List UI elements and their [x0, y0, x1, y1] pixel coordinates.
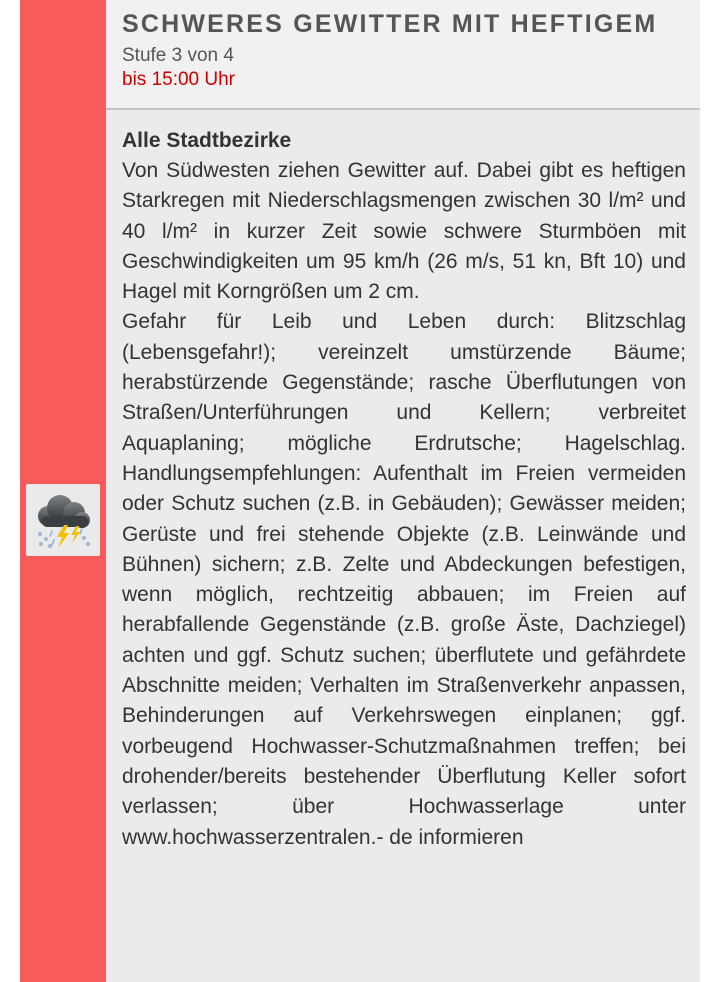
warning-panel [106, 0, 700, 982]
warning-level: Stufe 3 von 4 [122, 45, 234, 66]
warning-region: Alle Stadtbezirke [122, 129, 292, 152]
left-margin [0, 0, 20, 982]
thunderstorm-hail-icon [26, 484, 100, 556]
warning-header [106, 0, 700, 108]
warning-instructions: Gefahr für Leib und Leben durch: Blitzschlag (Lebensgefahr!); vereinzelt umstürzende Bäume; herabstürzende Gegenstände; rasche Überflutungen von Straßen/Unterführungen und Kellern; verbreitet Aquaplaning; mögliche Erdrutsche; Hagelschlag. Handlungsempfehlungen: Aufenthalt im Freien vermeiden oder Schutz suchen (z.B. in Gebäuden); Gewässer meiden; Gerüste und frei stehende Objekte (z.B. Leinwände und Bühnen) sichern; z.B. Zelte und Abdeckungen befestigen, wenn möglich, rechtzeitig abbauen; im Freien auf herabfallende Gegenstände (z.B. große Äste, Dachziegel) achten und ggf. Schutz suchen; überflutete und gefährdete Abschnitte meiden; Verhalten im Straßenverkehr anpassen, Behinderungen auf Verkehrswegen einplanen; ggf. vorbeugend Hochwasser-Schutzmaßnahmen treffen; bei drohender/bereits bestehender Überflutung Keller sofort verlassen; über Hochwasserlage unter www.hochwasserzentralen.- de informieren [122, 310, 686, 849]
warning-title: SCHWERES GEWITTER MIT HEFTIGEM [122, 10, 658, 38]
header-divider [106, 108, 700, 110]
warning-body [122, 126, 686, 853]
warning-description: Von Südwesten ziehen Gewitter auf. Dabei gibt es heftigen Starkregen mit Niederschlagsmengen zwischen 30 l/m² und 40 l/m² in kurzer Zeit sowie schwere Sturmböen mit Geschwindigkeiten um 95 km/h (26 m/s, 51 kn, Bft 10) und Hagel mit Korngrößen um 2 cm. [122, 159, 686, 304]
right-margin [700, 0, 720, 982]
warning-valid-until: bis 15:00 Uhr [122, 69, 236, 90]
